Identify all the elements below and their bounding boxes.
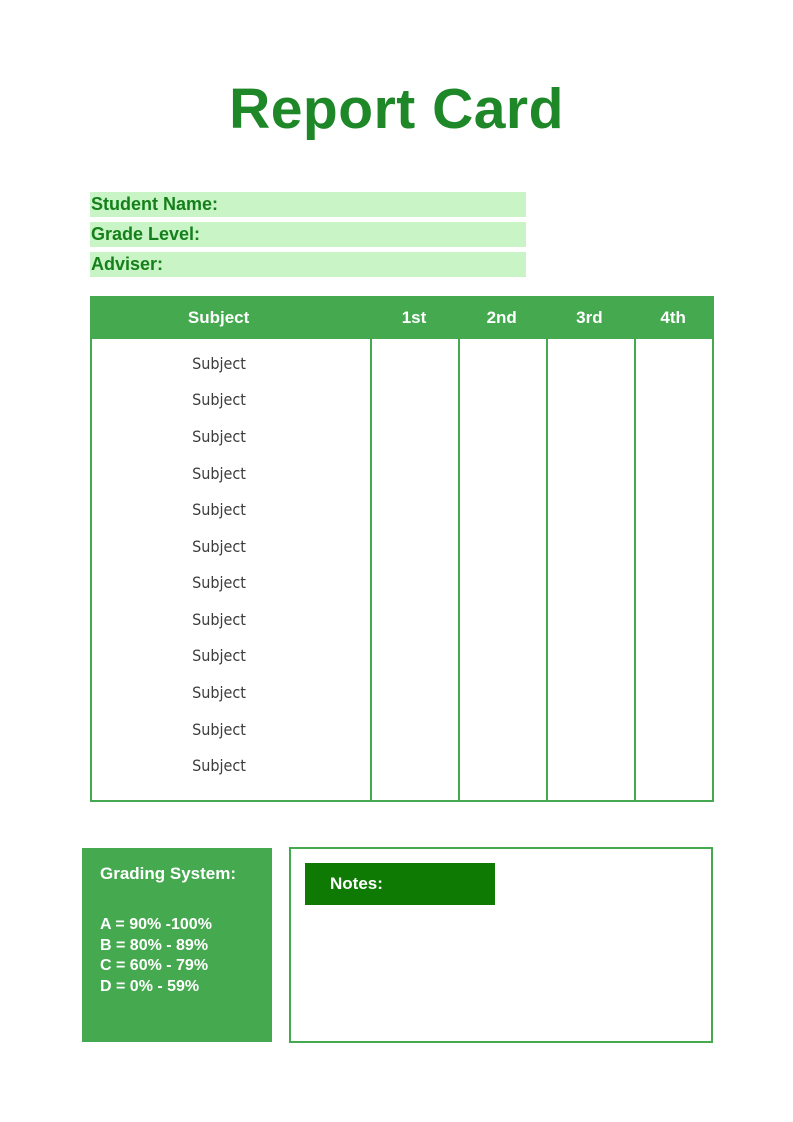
- student-info-fields: [90, 192, 526, 277]
- subject-cell[interactable]: Subject: [192, 500, 246, 520]
- table-body: [92, 338, 712, 800]
- grading-system-box: [82, 848, 272, 1042]
- notes-box[interactable]: [289, 847, 713, 1043]
- adviser-field[interactable]: [90, 252, 526, 277]
- header-4th: 4th: [660, 308, 686, 327]
- subject-cell[interactable]: Subject: [192, 719, 246, 739]
- student-name-label: Student Name:: [91, 194, 219, 214]
- subject-cell[interactable]: Subject: [192, 463, 246, 483]
- grade-column-3rd[interactable]: [546, 338, 634, 800]
- grade-column-2nd[interactable]: [458, 338, 546, 800]
- notes-label-box: [305, 863, 495, 905]
- grades-table: [90, 296, 714, 802]
- grading-scale-c: C = 60% - 79%: [100, 957, 209, 975]
- header-2nd: 2nd: [486, 308, 517, 327]
- grading-system-title: Grading System:: [100, 864, 237, 883]
- grading-scale-list: [100, 915, 264, 998]
- subject-cell[interactable]: Subject: [192, 682, 246, 702]
- grading-scale-a: A = 90% -100%: [100, 916, 212, 933]
- student-name-field[interactable]: [90, 192, 526, 217]
- subject-cell[interactable]: Subject: [192, 390, 246, 410]
- grade-column-1st[interactable]: [370, 338, 458, 800]
- subject-cell[interactable]: Subject: [192, 573, 246, 593]
- grade-level-label: Grade Level:: [91, 224, 201, 244]
- subject-cell[interactable]: Subject: [192, 646, 246, 666]
- grading-scale-b: B = 80% - 89%: [100, 936, 209, 954]
- grade-level-field[interactable]: [90, 222, 526, 247]
- subject-cell[interactable]: Subject: [192, 353, 246, 373]
- subject-cell[interactable]: Subject: [192, 426, 246, 446]
- header-1st: 1st: [401, 308, 427, 327]
- header-3rd: 3rd: [576, 308, 603, 327]
- subject-cell[interactable]: Subject: [192, 609, 246, 629]
- grade-column-4th[interactable]: [634, 338, 712, 800]
- notes-label: Notes:: [330, 874, 383, 893]
- subject-cell[interactable]: Subject: [192, 536, 246, 556]
- subject-cell[interactable]: Subject: [192, 756, 246, 776]
- table-header-row: [91, 297, 713, 339]
- grading-scale-d: D = 0% - 59%: [100, 978, 200, 996]
- adviser-label: Adviser:: [91, 254, 164, 274]
- subject-column: [92, 338, 370, 800]
- page-title: Report Card: [229, 77, 564, 141]
- header-subject: Subject: [187, 308, 250, 327]
